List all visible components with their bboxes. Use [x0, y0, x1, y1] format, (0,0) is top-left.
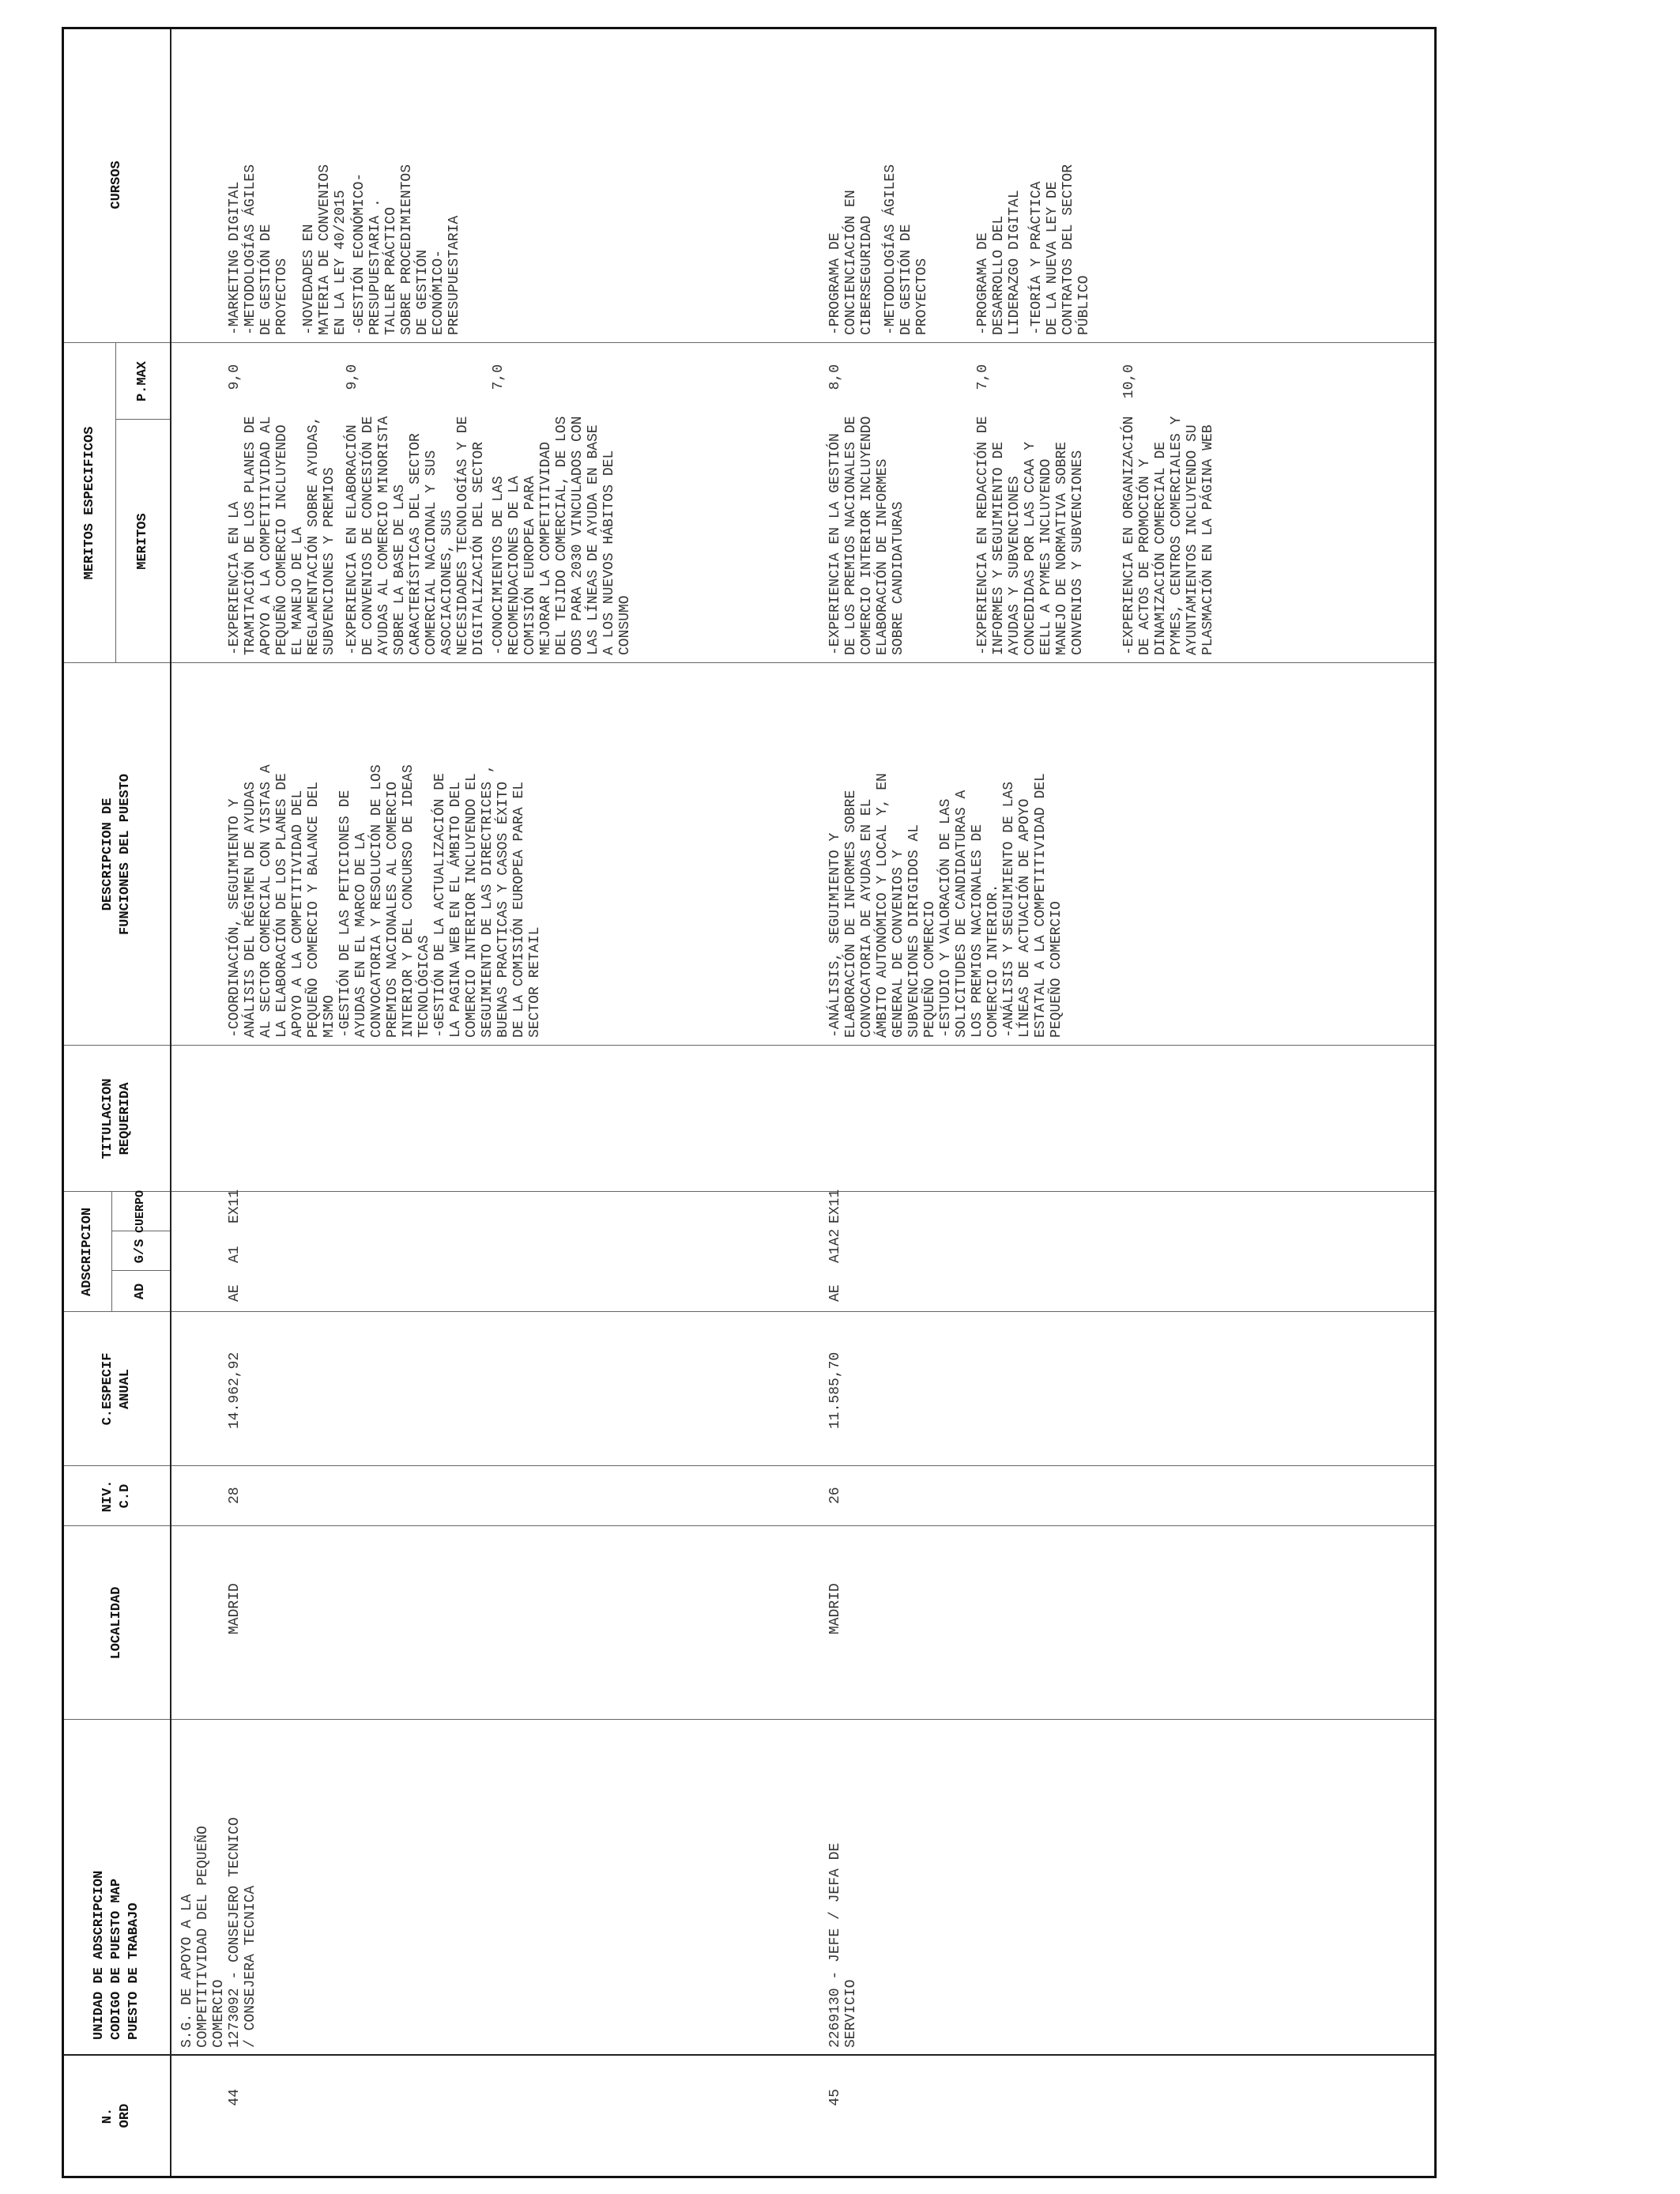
- header-ad: AD: [133, 1283, 148, 1300]
- row-especifico: 11.585,70: [827, 1351, 843, 1429]
- header-cuerpo: CUERPO: [134, 1189, 147, 1233]
- row-curso: -PROGRAMA DE DESARROLLO DEL LIDERAZGO DIGITAL: [975, 190, 1023, 335]
- row-merito-pmax: 9,0: [227, 364, 243, 390]
- row-localidad: MADRID: [827, 1583, 843, 1634]
- header-descripcion: DESCRIPCION DE FUNCIONES DEL PUESTO: [100, 773, 133, 936]
- header-unidad: UNIDAD DE ADSCRIPCION CODIGO DE PUESTO MAP PUESTO DE TRABAJO: [92, 1870, 141, 2040]
- row-merito-text: -EXPERIENCIA EN LA TRAMITACIÓN DE LOS PLANES DE APOYO A LA COMPETITIVIDAD AL PEQUEÑO COMERCIO INCLUYENDO EL MANEJO DE LA REGLAMENTACIÓN SOBRE AYUDAS, SUBVENCIONES Y PREMIOS: [227, 416, 337, 655]
- row-merito-pmax: 7,0: [491, 364, 507, 390]
- row-cuerpo: EX11: [827, 1189, 843, 1223]
- row-merito-text: -EXPERIENCIA EN ELABORACIÓN DE CONVENIOS DE CONCESIÓN DE AYUDAS AL COMERCIO MINORISTA SOBRE LA BASE DE LAS CARACTERÍSTICAS DEL SECTOR COMERCIAL NACIONAL Y SUS ASOCIACIONES, SUS NECESIDADES TECNOLOGÍAS Y DE DIGITALIZACIÓN DEL SECTOR: [345, 416, 487, 655]
- row-curso: -TEORÍA Y PRÁCTICA DE LA NUEVA LEY DE CONTRATOS DEL SECTOR PÚBLICO: [1029, 164, 1092, 335]
- row-curso: -PROGRAMA DE CONCIENCIACIÓN EN CIBERSEGURIDAD: [827, 190, 875, 335]
- row-merito-text: -EXPERIENCIA EN LA GESTIÓN DE LOS PREMIOS NACIONALES DE COMERCIO INTERIOR INCLUYENDO ELABORACIÓN DE INFORMES SOBRE CANDIDATURAS: [827, 416, 906, 655]
- row-merito-pmax: 7,0: [975, 364, 991, 390]
- row-ad: AE: [827, 1284, 843, 1302]
- header-adscripcion: ADSCRIPCION: [80, 1207, 95, 1297]
- row-nivel: 26: [827, 1487, 843, 1504]
- row-descripcion: -COORDINACIÓN, SEGUIMIENTO Y ANÁLISIS DEL RÉGIMEN DE AYUDAS AL SECTOR COMERCIAL CON VISTAS A LA ELABORACIÓN DE LOS PLANES DE APOYO A LA COMPETITIVIDAD DEL PEQUEÑO COMERCIO Y BALANCE DEL MISMO -GESTIÓN DE LAS PETICIONES DE AYUDAS EN EL MARCO DE LA CONVOCATORIA Y RESOLUCIÓN DE LOS PREMIOS NACIONALES AL COMERCIO INTERIOR Y DEL CONCURSO DE IDEAS TECNOLÓGICAS -GESTIÓN DE LA ACTUALIZACIÓN DE LA PAGINA WEB EN EL ÁMBITO DEL COMERCIO INTERIOR INCLUYENDO EL SEGUIMIENTO DE LAS DIRECTRICES , BUENAS PRACTICAS Y CASOS ÉXITO DE LA COMISIÓN EUROPEA PARA EL SECTOR RETAIL: [227, 764, 543, 1038]
- header-gs: G/S: [133, 1238, 148, 1264]
- unit-name: S.G. DE APOYO A LA COMPETITIVIDAD DEL PEQUEÑO COMERCIO: [179, 1826, 227, 2048]
- header-titulacion: TITULACION REQUERIDA: [100, 1078, 133, 1159]
- row-curso: -NOVEDADES EN MATERIA DE CONVENIOS EN LA LEY 40/2015: [301, 164, 348, 335]
- header-localidad: LOCALIDAD: [109, 1586, 124, 1660]
- row-puesto: 1273092 - CONSEJERO TECNICO / CONSEJERA TECNICA: [227, 1817, 258, 2048]
- row-localidad: MADRID: [227, 1583, 243, 1634]
- header-n-ord: N. ORD: [100, 2103, 133, 2128]
- positions-table: [62, 27, 1437, 2178]
- row-ord: 44: [227, 2089, 243, 2106]
- row-cuerpo: EX11: [227, 1189, 243, 1223]
- row-merito-pmax: 9,0: [345, 364, 360, 390]
- row-merito-pmax: 8,0: [827, 364, 843, 390]
- row-curso: -GESTIÓN ECONÓMICO- PRESUPUESTARIA . TALLER PRÁCTICO SOBRE PROCEDIMIENTOS DE GESTIÓN ECONÓMICO- PRESUPUESTARIA: [352, 164, 462, 335]
- row-nivel: 28: [227, 1487, 243, 1504]
- header-pmax: P.MAX: [134, 361, 150, 402]
- row-especifico: 14.962,92: [227, 1351, 243, 1429]
- header-especifico: C.ESPECIF ANUAL: [100, 1352, 133, 1426]
- header-nivel: NIV. C.D: [100, 1480, 133, 1513]
- row-gs: A1A2: [827, 1228, 843, 1263]
- row-curso: -MARKETING DIGITAL -METODOLOGÍAS ÁGILES DE GESTIÓN DE PROYECTOS: [227, 164, 290, 335]
- header-meritos-especificos: MERITOS ESPECIFICOS: [81, 426, 97, 580]
- row-ad: AE: [227, 1284, 243, 1302]
- row-merito-text: -EXPERIENCIA EN ORGANIZACIÓN DE ACTOS DE PROMOCIÓN Y DINAMIZACIÓN COMERCIAL DE PYMES, CENTROS COMERCIALES Y AYUNTAMIENTOS INCLUYENDO SU PLASMACIÓN EN LA PÁGINA WEB: [1121, 416, 1216, 655]
- row-merito-pmax: 10,0: [1121, 364, 1137, 399]
- header-meritos: MERITOS: [134, 513, 150, 570]
- row-puesto: 2269130 - JEFE / JEFA DE SERVICIO: [827, 1842, 859, 2048]
- header-cursos: CURSOS: [109, 160, 124, 209]
- row-gs: A1: [227, 1246, 243, 1263]
- row-merito-text: -CONOCIMIENTOS DE LAS RECOMENDACIONES DE LA COMISIÓN EUROPEA PARA MEJORAR LA COMPETITIVIDAD DEL TEJIDO COMERCIAL, DE LOS ODS PARA 2030 VINCULADOS CON LAS LÍNEAS DE AYUDA EN BASE A LOS NUEVOS HÁBITOS DEL CONSUMO: [491, 416, 633, 655]
- row-curso: -METODOLOGÍAS ÁGILES DE GESTIÓN DE PROYECTOS: [883, 164, 930, 335]
- row-ord: 45: [827, 2089, 843, 2106]
- row-descripcion: -ANÁLISIS, SEGUIMIENTO Y ELABORACIÓN DE INFORMES SOBRE CONVOCATORIA DE AYUDAS EN EL ÁMBITO AUTONÓMICO Y LOCAL Y, EN GENERAL DE CONVENIOS Y SUBVENCIONES DIRIGIDOS AL PEQUEÑO COMERCIO -ESTUDIO Y VALORACIÓN DE LAS SOLICITUDES DE CANDIDATURAS A LOS PREMIOS NACIONALES DE COMERCIO INTERIOR. -ANÁLISIS Y SEGUIMIENTO DE LAS LÍNEAS DE ACTUACIÓN DE APOYO ESTATAL A LA COMPETITIVIDAD DEL PEQUEÑO COMERCIO: [827, 773, 1064, 1038]
- row-merito-text: -EXPERIENCIA EN REDACCIÓN DE INFORMES Y SEGUIMIENTO DE AYUDAS Y SUBVENCIONES CONCEDIDAS POR LAS CCAA Y EELL A PYMES INCLUYENDO MANEJO DE NORMATIVA SOBRE CONVENIOS Y SUBVENCIONES: [975, 416, 1086, 655]
